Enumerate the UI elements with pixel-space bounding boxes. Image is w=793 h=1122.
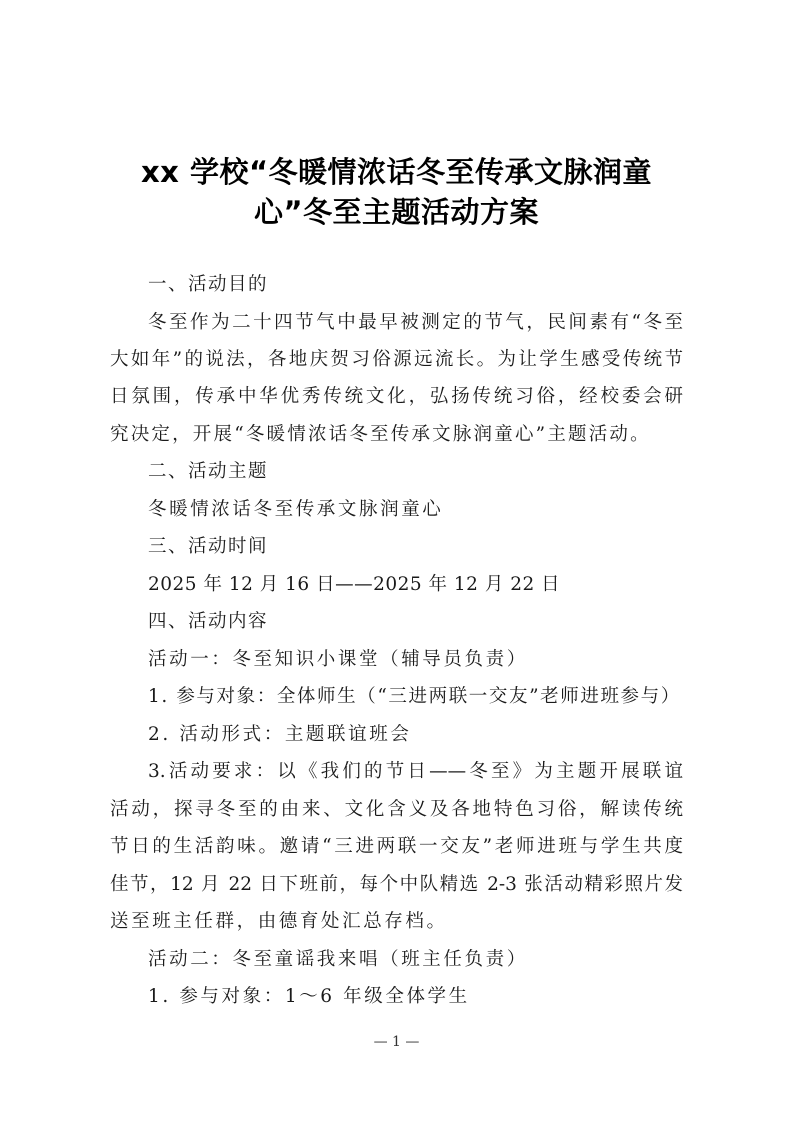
- paragraph-line: 究决定，开展“冬暖情浓话冬至传承文脉润童心”主题活动。: [110, 424, 651, 445]
- paragraph-line: 活动，探寻冬至的由来、文化含义及各地特色习俗，解读传统: [110, 799, 683, 820]
- paragraph-line: 节日的生活韵味。邀请“三进两联一交友”老师进班与学生共度: [110, 836, 683, 857]
- theme-text: 冬暖情浓话冬至传承文脉润童心: [148, 499, 444, 520]
- section-heading-content: 四、活动内容: [148, 611, 269, 632]
- page-number: — 1 —: [373, 1034, 420, 1050]
- paragraph-line: 送至班主任群，由德育处汇总存档。: [110, 911, 448, 932]
- activity-2-item-1: 1. 参与对象：1～6 年级全体学生: [148, 986, 470, 1007]
- document-title-line-2: 心”冬至主题活动方案: [253, 195, 540, 229]
- paragraph-line: 佳节，12 月 22 日下班前，每个中队精选 2-3 张活动精彩照片发: [110, 874, 683, 895]
- activity-1-item-2: 2. 活动形式：主题联谊班会: [148, 724, 412, 745]
- paragraph-line: 冬至作为二十四节气中最早被测定的节气，民间素有“冬至: [148, 312, 683, 333]
- activity-1-title: 活动一：冬至知识小课堂（辅导员负责）: [148, 649, 528, 670]
- paragraph-line: 3.活动要求：以《我们的节日——冬至》为主题开展联谊: [148, 761, 683, 782]
- section-heading-time: 三、活动时间: [148, 536, 269, 557]
- section-heading-theme: 二、活动主题: [148, 461, 269, 482]
- paragraph-line: 大如年”的说法，各地庆贺习俗源远流长。为让学生感受传统节: [110, 349, 683, 370]
- activity-1-item-1: 1. 参与对象：全体师生（“三进两联一交友”老师进班参与）: [148, 686, 681, 707]
- paragraph-line: 日氛围，传承中华优秀传统文化，弘扬传统习俗，经校委会研: [110, 386, 683, 407]
- time-text: 2025 年 12 月 16 日——2025 年 12 月 22 日: [148, 574, 561, 595]
- section-heading-purpose: 一、活动目的: [148, 274, 269, 295]
- activity-2-title: 活动二：冬至童谣我来唱（班主任负责）: [148, 949, 528, 970]
- document-title-line-1: xx 学校“冬暖情浓话冬至传承文脉润童: [140, 155, 653, 189]
